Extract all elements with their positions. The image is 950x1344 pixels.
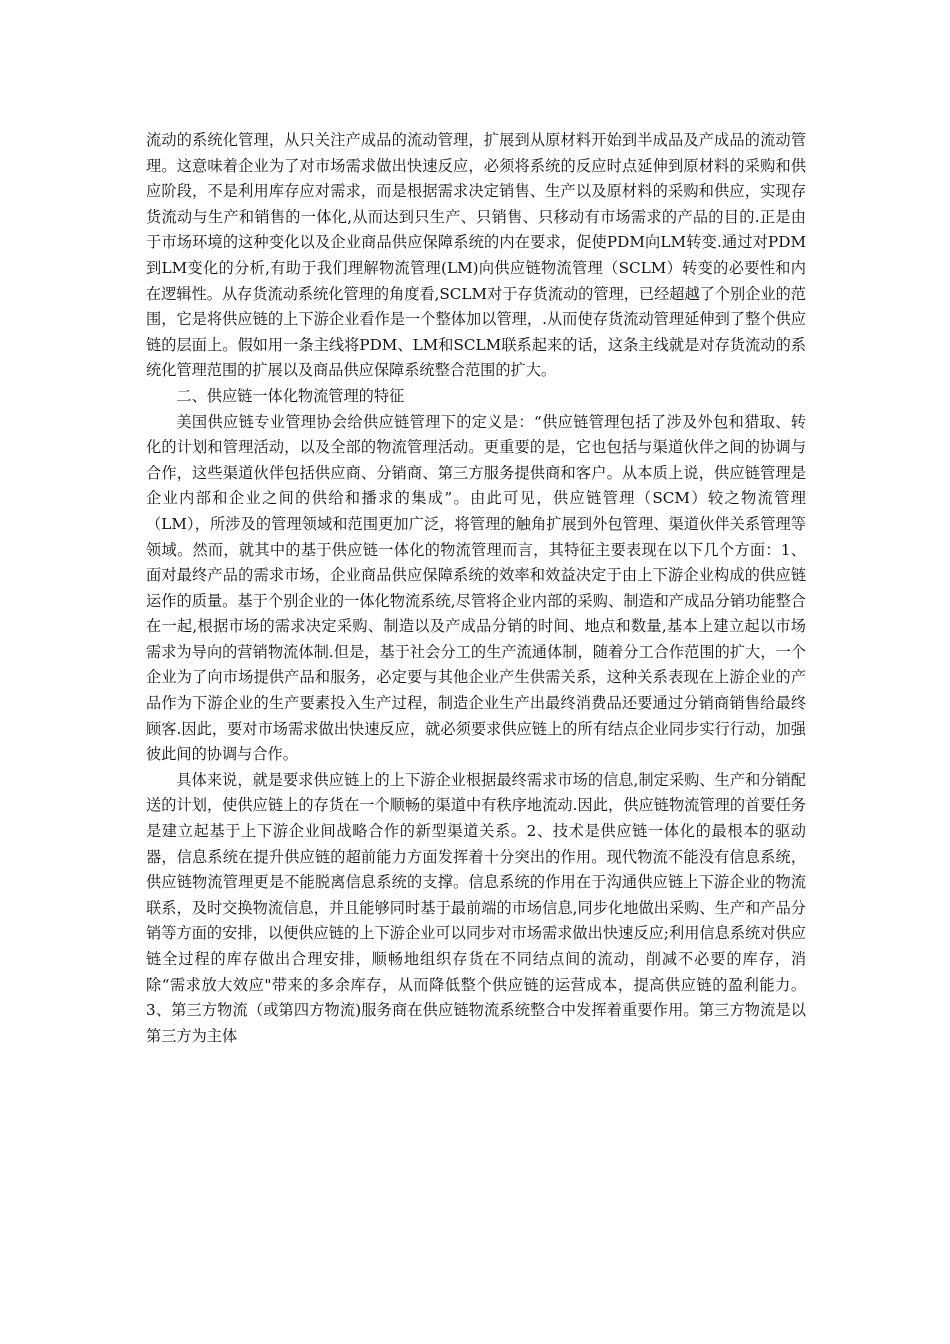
paragraph-continuation: 流动的系统化管理，从只关注产成品的流动管理，扩展到从原材料开始到半成品及产成品的流动管理。这意味着企业为了对市场需求做出快速反应，必须将系统的反应时点延伸到原材料的采购和供应阶段，不是利用库存应对需求，而是根据需求决定销售、生产以及原材料的采购和供应，实现存货流动与生产和销售的一体化,从而达到只生产、只销售、只移动有市场需求的产品的目的.正是由于市场环境的这种变化以及企业商品供应保障系统的内在要求，促使PDM向LM转变.通过对PDM到LM变化的分析,有助于我们理解物流管理(LM)向供应链物流管理（SCLM）转变的必要性和内在逻辑性。从存货流动系统化管理的角度看,SCLM对于存货流动的管理，已经超越了个别企业的范围，它是将供应链的上下游企业看作是一个整体加以管理，.从而使存货流动管理延伸到了整个供应链的层面上。假如用一条主线将PDM、LM和SCLM联系起来的话，这条主线就是对存货流动的系统化管理范围的扩展以及商品供应保障系统整合范围的扩大。 — [146, 131, 806, 380]
paragraph-details: 具体来说，就是要求供应链上的上下游企业根据最终需求市场的信息,制定采购、生产和分销配送的计划，使供应链上的存货在一个顺畅的渠道中有秩序地流动.因此，供应链物流管理的首要任务是建立起基于上下游企业间战略合作的新型渠道关系。2、技术是供应链一体化的最根本的驱动器，信息系统在提升供应链的超前能力方面发挥着十分突出的作用。现代物流不能没有信息系统，供应链物流管理更是不能脱离信息系统的支撑。信息系统的作用在于沟通供应链上下游企业的物流联系，及时交换物流信息，并且能够同时基于最前端的市场信息,同步化地做出采购、生产和产品分销等方面的安排，以便供应链的上下游企业可以同步对市场需求做出快速反应;利用信息系统对供应链全过程的库存做出合理安排，顺畅地组织存货在不同结点间的流动，削减不必要的库存，消除“需求放大效应"带来的多余库存，从而降低整个供应链的运营成本，提高供应链的盈利能力。3、第三方物流（或第四方物流)服务商在供应链物流系统整合中发挥着重要作用。第三方物流是以第三方为主体 — [146, 770, 806, 1045]
document-body — [146, 128, 806, 1049]
section-heading: 二、供应链一体化物流管理的特征 — [176, 386, 405, 405]
paragraph-definition: 美国供应链专业管理协会给供应链管理下的定义是：“供应链管理包括了涉及外包和猎取、转化的计划和管理活动，以及全部的物流管理活动。更重要的是，它也包括与渠道伙伴之间的协调与合作，这些渠道伙伴包括供应商、分销商、第三方服务提供商和客户。从本质上说，供应链管理是企业内部和企业之间的供给和播求的集成”。由此可见，供应链管理（SCM）较之物流管理（LM），所涉及的管理领域和范围更加广泛，将管理的触角扩展到外包管理、渠道伙伴关系管理等领域。然而，就其中的基于供应链一体化的物流管理而言，其特征主要表现在以下几个方面：1、面对最终产品的需求市场，企业商品供应保障系统的效率和效益决定于由上下游企业构成的供应链运作的质量。基于个别企业的一体化物流系统,尽管将企业内部的采购、制造和产成品分销功能整合在一起,根据市场的需求决定采购、制造以及产成品分销的时间、地点和数量,基本上建立起以市场需求为导向的营销物流体制.但是，基于社会分工的生产流通体制，随着分工合作范围的扩大，一个企业为了向市场提供产品和服务，必定要与其他企业产生供需关系，这种关系表现在上游企业的产品作为下游企业的生产要素投入生产过程，制造企业生产出最终消费品还要通过分销商销售给最终顾客.因此，要对市场需求做出快速反应，就必须要求供应链上的所有结点企业同步实行行动，加强彼此间的协调与合作。 — [146, 412, 806, 764]
